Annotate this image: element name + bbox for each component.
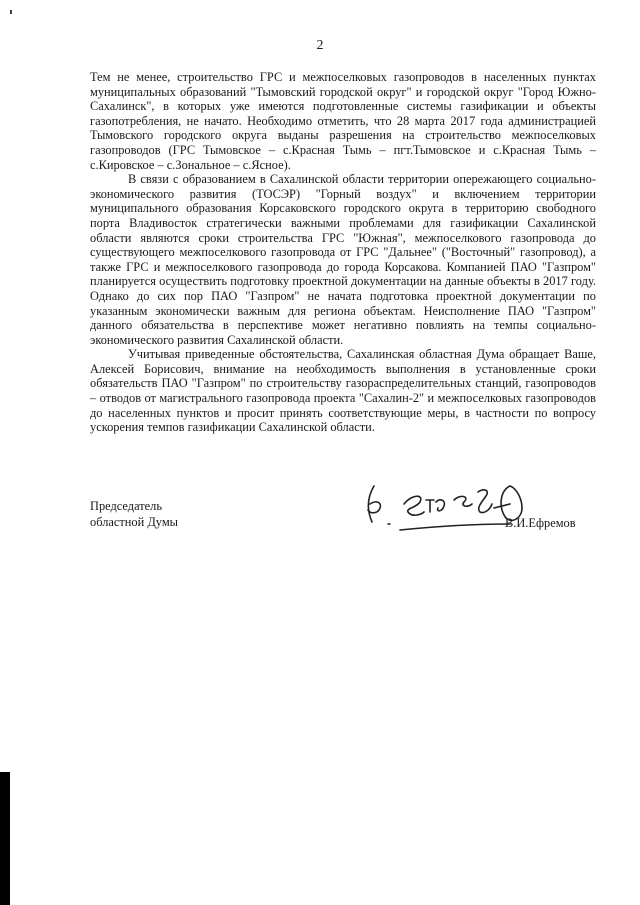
- paragraph-2: В связи с образованием в Сахалинской области территории опережающего социально-экономического развития (ТОСЭР) "Горный воздух" и включением территории муниципального образования Корсаковского городского округа в территорию свободного порта Владивосток стратегически важными проблемами для газификации Сахалинской области являются сроки строительства ГРС "Южная", межпоселкового газопровода до существующего межпоселкового газопровода от ГРС "Дальнее" ("Восточный" газопровод), а также ГРС и межпоселкового газопровода до города Корсакова. Компанией ПАО "Газпром" планируется осуществить подготовку проектной документации на данные объекты в 2017 году. Однако до сих пор ПАО "Газпром" не начата подготовка проектной документации по указанным экономически важным для региона объектам. Неисполнение ПАО "Газпром" данного обязательства в перспективе может негативно повлиять на темпы социально-экономического развития Сахалинской области.: [90, 172, 596, 347]
- signature-stroke-e2: [454, 496, 472, 506]
- signature-stroke-flourish: [478, 490, 492, 513]
- signer-name: В.И.Ефремов: [505, 516, 576, 530]
- paragraph-3: Учитывая приведенные обстоятельства, Сахалинская областная Дума обращает Ваше, Алексей Борисович, внимание на необходимость выполнения в установленные сроки обязательств ПАО "Газпром" по строительству газораспределительных станций, газопроводов – отводов от магистрального газопровода проекта "Сахалин-2" и межпоселковых газопроводов до населенных пунктов и просит принять соответствующие меры, в частности по вопросу ускорения темпов газификации Сахалинской области.: [90, 347, 596, 435]
- scan-edge-bar: [0, 772, 10, 905]
- signature-stroke-e: [404, 496, 424, 515]
- signature-underline: [400, 524, 510, 530]
- signer-title-line2: областной Думы: [90, 515, 178, 529]
- signature-lettering: Ефре: [450, 518, 453, 519]
- signer-title: [90, 498, 178, 530]
- signer-title-line1: Председатель: [90, 499, 163, 513]
- page-number: 2: [316, 38, 324, 53]
- signature-stroke-initial: [368, 486, 380, 522]
- paragraph-1: Тем не менее, строительство ГРС и межпоселковых газопроводов в населенных пунктах муниципальных образований "Тымовский городской округ" и городской округ "Город Южно-Сахалинск", в которых уже имеются подготовленные системы газификации и объекты газопотребления, не начато. Необходимо отметить, что 28 марта 2017 года администрацией Тымовского городского округа выданы разрешения на строительство межпоселковых газопроводов (ГРС Тымовское – с.Красная Тымь – пгт.Тымовское и с.Красная Тымь – с.Кировское – с.Зональное – с.Ясное).: [90, 70, 596, 172]
- signature-stroke-fr: [426, 500, 444, 512]
- scan-speck: [10, 10, 12, 14]
- letter-body: [90, 70, 596, 435]
